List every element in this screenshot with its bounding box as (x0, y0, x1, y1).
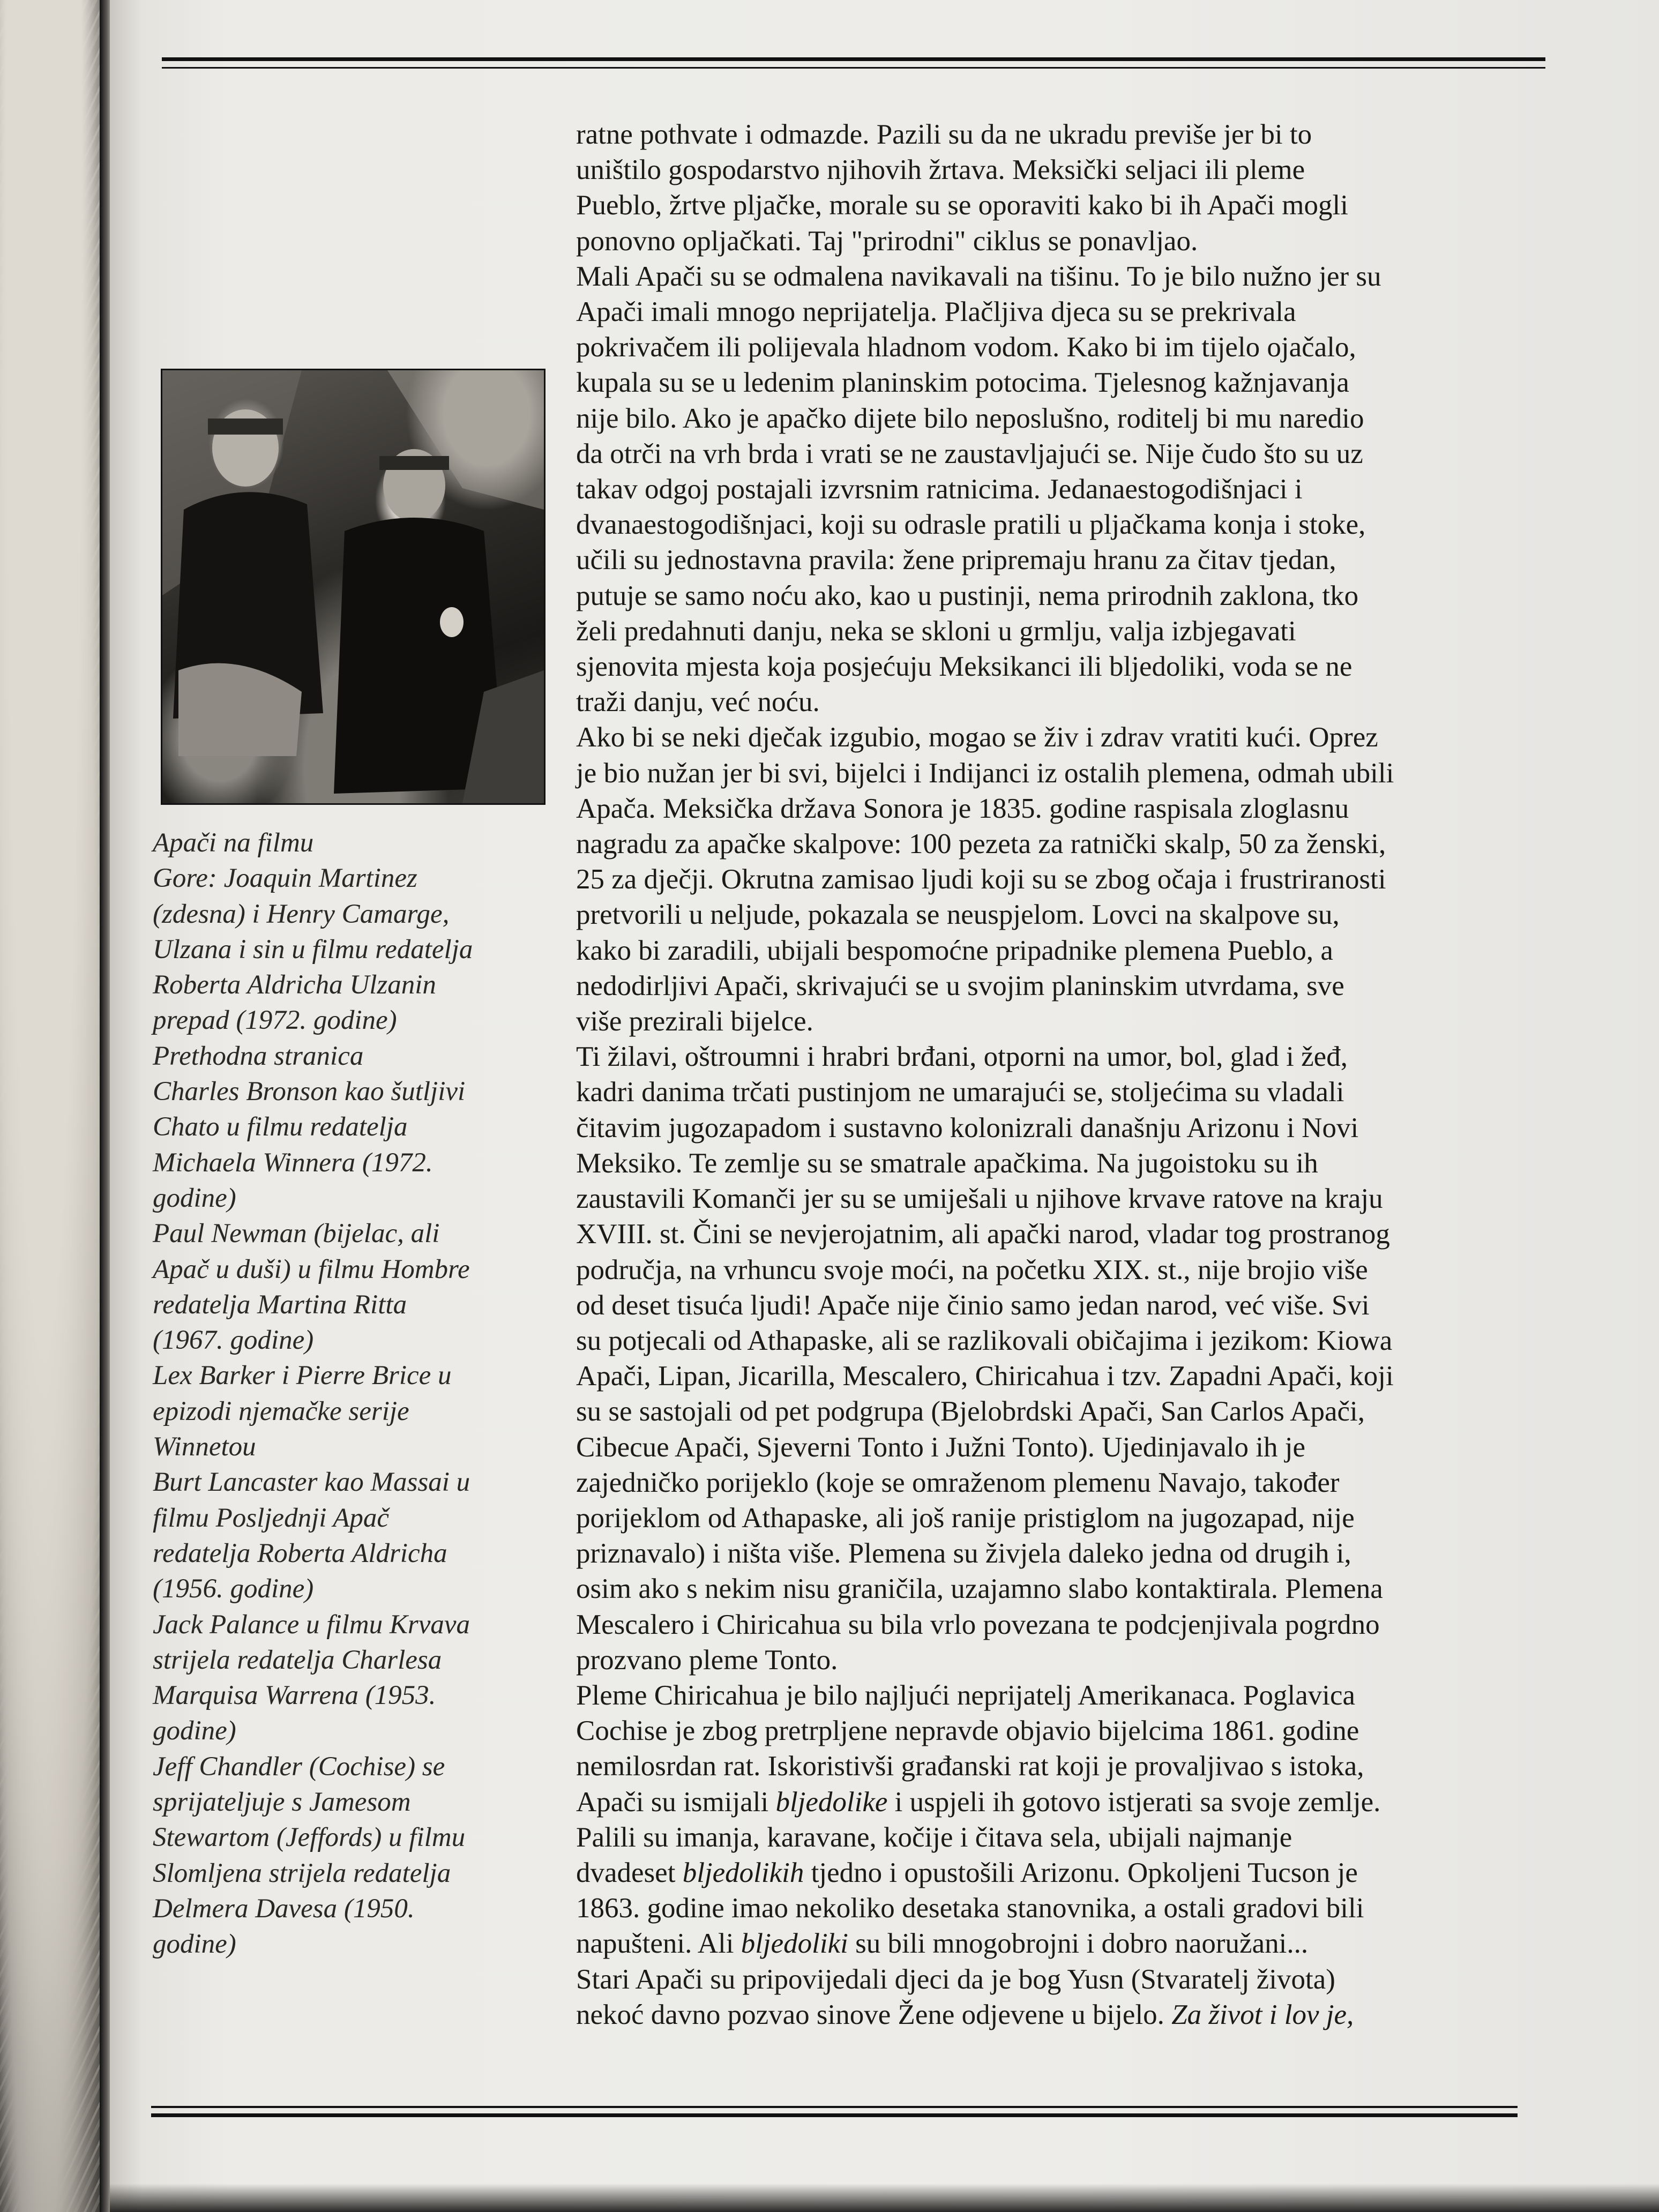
body-text-line: kupala su se u ledenim planinskim potocima. Tjelesnog kažnjavanja (576, 367, 1349, 399)
body-text-line: 25 za dječji. Okrutna zamisao ljudi koji su se zbog očaja i frustriranosti (576, 864, 1386, 895)
body-text-line: osim ako s nekim nisu graničila, uzajamno slabo kontaktirala. Plemena (576, 1573, 1383, 1605)
body-text-line: uništilo gospodarstvo njihovih žrtava. Meksički seljaci ili pleme (576, 154, 1305, 186)
caption-line: strijela redatelja Charlesa (153, 1645, 442, 1675)
body-text-line: zaustavili Komanči jer su se umiješali u njihove krvave ratove na kraju (576, 1183, 1383, 1215)
body-text-line: Cibecue Apači, Sjeverni Tonto i Južni Tonto). Ujedinjavalo ih je (576, 1431, 1305, 1463)
body-text-line: XVIII. st. Čini se nevjerojatnim, ali apački narod, vladar tog prostranog (576, 1219, 1390, 1250)
body-text-line: Pleme Chiricahua je bilo najljući neprijatelj Amerikanaca. Poglavica (576, 1679, 1356, 1711)
body-text-line: pretvorili u neljude, pokazala se neuspjelom. Lovci na skalpove su, (576, 899, 1340, 931)
body-text-line: sjenovita mjesta koja posjećuju Meksikanci ili bljedoliki, voda se ne (576, 651, 1352, 683)
body-text-line: ponovno opljačkati. Taj "prirodni" ciklus se ponavljao. (576, 225, 1198, 257)
body-text-line (576, 1855, 1546, 1890)
body-text-line: Apači, Lipan, Jicarilla, Mescalero, Chiricahua i tzv. Zapadni Apači, koji (576, 1361, 1394, 1392)
caption-line: Roberta Aldricha Ulzanin (153, 970, 436, 1000)
caption-line: epizodi njemačke serije (153, 1396, 409, 1426)
body-text-segment: i uspjeli ih gotovo istjerati sa svoje zemlje. (887, 1786, 1381, 1818)
caption-line: Apači na filmu (153, 828, 314, 858)
body-text-line: nedodirljivi Apači, skrivajući se u svojim planinskim utvrdama, sve (576, 970, 1344, 1002)
body-text-line: traži danju, već noću. (576, 686, 820, 718)
caption-line: Slomljena strijela redatelja (153, 1858, 451, 1888)
body-text-line: više prezirali bijelce. (576, 1006, 813, 1037)
body-text-line: Pueblo, žrtve pljačke, morale su se oporaviti kako bi ih Apači mogli (576, 190, 1348, 221)
body-text-line: su potjecali od Athapaske, ali se razlikovali običajima i jezikom: Kiowa (576, 1325, 1393, 1356)
body-text-line (576, 1997, 1546, 2032)
body-text-line: kako bi zaradili, ubijali bespomoćne pripadnike plemena Pueblo, a (576, 935, 1333, 966)
caption-line: Lex Barker i Pierre Brice u (153, 1361, 452, 1391)
body-text-line: Ako bi se neki dječak izgubio, mogao se živ i zdrav vratiti kući. Oprez (576, 722, 1378, 753)
body-text-line: priznavalo) i ništa više. Plemena su živjela daleko jedna od drugih i, (576, 1538, 1351, 1570)
caption-line: Apač u duši) u filmu Hombre (153, 1254, 470, 1284)
caption-line: Chato u filmu redatelja (153, 1112, 408, 1142)
body-text-line: Palili su imanja, karavane, kočije i čitava sela, ubijali najmanje (576, 1821, 1292, 1853)
body-text-line: čitavim jugozapadom i sustavno kolonizrali današnju Arizonu i Novi (576, 1112, 1359, 1144)
body-text-line: od deset tisuća ljudi! Apače nije činio samo jedan narod, već više. Svi (576, 1289, 1370, 1321)
caption-line: Burt Lancaster kao Massai u (153, 1467, 470, 1498)
body-text-line: 1863. godine imao nekoliko desetaka stanovnika, a ostali gradovi bili (576, 1893, 1364, 1924)
body-text-line: zajedničko porijeklo (koje se omraženom plemenu Navajo, također (576, 1467, 1340, 1498)
body-text-line: Cochise je zbog pretrpljene nepravde objavio bijelcima 1861. godine (576, 1715, 1359, 1747)
body-text-line: Mescalero i Chiricahua su bila vrlo povezana te podcjenjivala pogrdno (576, 1609, 1380, 1640)
italic-emphasis: bljedolike (775, 1786, 888, 1818)
body-text-line: takav odgoj postajali izvrsnim ratnicima. Jedanaestogodišnjaci i (576, 474, 1303, 505)
italic-emphasis: Za život i lov je, (1171, 1999, 1354, 2030)
caption-line: Gore: Joaquin Martinez (153, 863, 417, 894)
caption-line: Winnetou (153, 1432, 256, 1462)
caption-line: filmu Posljednji Apač (153, 1503, 390, 1533)
body-text-segment: napušteni. Ali (576, 1928, 741, 1960)
caption-line: Jack Palance u filmu Krvava (153, 1609, 470, 1640)
bottom-rule-thick (151, 2113, 1518, 2117)
previous-page-edge (0, 0, 110, 2212)
article-body-text (576, 117, 1546, 2032)
caption-line: Delmera Davesa (1950. (153, 1893, 415, 1924)
caption-line: Charles Bronson kao šutljivi (153, 1077, 466, 1107)
film-still-photo (161, 369, 545, 805)
body-text-line: nemilosrdan rat. Iskoristivši građanski rat koji je provaljivao s istoka, (576, 1751, 1364, 1782)
body-text-line: su se sastojali od pet podgrupa (Bjelobrdski Apači, San Carlos Apači, (576, 1396, 1365, 1428)
body-text-line: želi predahnuti danju, neka se skloni u grmlju, valja izbjegavati (576, 615, 1296, 647)
bottom-rule-thin (151, 2106, 1518, 2108)
body-text-segment: nekoć davno pozvao sinove Žene odjevene u bijelo. (576, 1999, 1172, 2030)
body-text-line: Apača. Meksička država Sonora je 1835. godine raspisala zloglasnu (576, 793, 1349, 824)
body-text-line: pokrivačem ili polijevala hladnom vodom. Kako bi im tijelo ojačalo, (576, 332, 1356, 363)
body-text-line: kadri danima trčati pustinjom ne umarajući se, stoljećima su vladali (576, 1077, 1344, 1108)
caption-line: Stewartom (Jeffords) u filmu (153, 1822, 466, 1853)
body-text-line: dvanaestogodišnjaci, koji su odrasle pratili u pljačkama konja i stoke, (576, 509, 1366, 541)
body-text-line: Mali Apači su se odmalena navikavali na tišinu. To je bilo nužno jer su (576, 260, 1381, 292)
body-text-line (576, 1784, 1546, 1820)
body-text-line: ratne pothvate i odmazde. Pazili su da ne ukradu previše jer bi to (576, 119, 1312, 150)
caption-line: sprijateljuje s Jamesom (153, 1787, 411, 1818)
body-text-line: da otrči na vrh brda i vrati se ne zaustavljajući se. Nije čudo što su uz (576, 438, 1363, 469)
body-text-line: Meksiko. Te zemlje su se smatrale apačkima. Na jugoistoku su ih (576, 1147, 1318, 1179)
body-text-segment: dvadeset (576, 1857, 683, 1888)
caption-line: redatelja Martina Ritta (153, 1289, 407, 1320)
body-text-line: Stari Apači su pripovijedali djeci da je bog Yusn (Stvaratelj života) (576, 1963, 1335, 1995)
caption-line: (zdesna) i Henry Camarge, (153, 899, 450, 929)
page-bottom-shadow (110, 2184, 1659, 2212)
body-text-line: je bio nužan jer bi svi, bijelci i Indijanci iz ostalih plemena, odmah ubili (576, 757, 1394, 789)
photo-two-apache-men-icon (162, 370, 544, 803)
body-text-line: porijeklom od Athapaske, ali još ranije pristiglom na jugozapad, nije (576, 1502, 1355, 1534)
caption-line: Marquisa Warrena (1953. (153, 1680, 436, 1711)
caption-line: godine) (153, 1929, 236, 1960)
body-text-line: nije bilo. Ako je apačko dijete bilo neposlušno, roditelj bi mu naredio (576, 402, 1364, 434)
body-text-line: nagradu za apačke skalpove: 100 pezeta za ratnički skalp, 50 za ženski, (576, 828, 1386, 860)
body-text-segment: tjedno i opustošili Arizonu. Opkoljeni Tucson je (804, 1857, 1358, 1888)
caption-line: Prethodna stranica (153, 1041, 364, 1071)
top-rule-thick (162, 57, 1545, 61)
body-text-segment: su bili mnogobrojni i dobro naoružani... (848, 1928, 1309, 1960)
caption-line: Paul Newman (bijelac, ali (153, 1219, 440, 1249)
caption-line: redatelja Roberta Aldricha (153, 1538, 447, 1568)
italic-emphasis: bljedolikih (682, 1857, 804, 1888)
caption-line: Jeff Chandler (Cochise) se (153, 1751, 445, 1782)
body-text-line: Apači imali mnogo neprijatelja. Plačljiva djeca su se prekrivala (576, 296, 1296, 328)
caption-line: Ulzana i sin u filmu redatelja (153, 934, 473, 965)
caption-line: godine) (153, 1183, 236, 1213)
caption-line: godine) (153, 1716, 236, 1746)
photo-caption (153, 825, 544, 1962)
body-text-line: putuje se samo noću ako, kao u pustinji, nema prirodnih zaklona, tko (576, 580, 1359, 611)
caption-line: (1967. godine) (153, 1325, 314, 1356)
top-rule-thin (162, 67, 1545, 69)
body-text-line: područja, na vrhuncu svoje moći, na početku XIX. st., nije brojio više (576, 1254, 1368, 1286)
caption-line: (1956. godine) (153, 1574, 314, 1604)
body-text-line: prozvano pleme Tonto. (576, 1644, 838, 1676)
body-text-segment: Apači su ismijali (576, 1786, 776, 1818)
body-text-line: učili su jednostavna pravila: žene pripremaju hranu za čitav tjedan, (576, 544, 1336, 576)
italic-emphasis: bljedoliki (741, 1928, 848, 1960)
caption-line: Michaela Winnera (1972. (153, 1147, 433, 1178)
caption-line: prepad (1972. godine) (153, 1005, 397, 1036)
body-text-line (576, 1926, 1546, 1961)
body-text-line: Ti žilavi, oštroumni i hrabri brđani, otporni na umor, bol, glad i žeđ, (576, 1041, 1348, 1073)
